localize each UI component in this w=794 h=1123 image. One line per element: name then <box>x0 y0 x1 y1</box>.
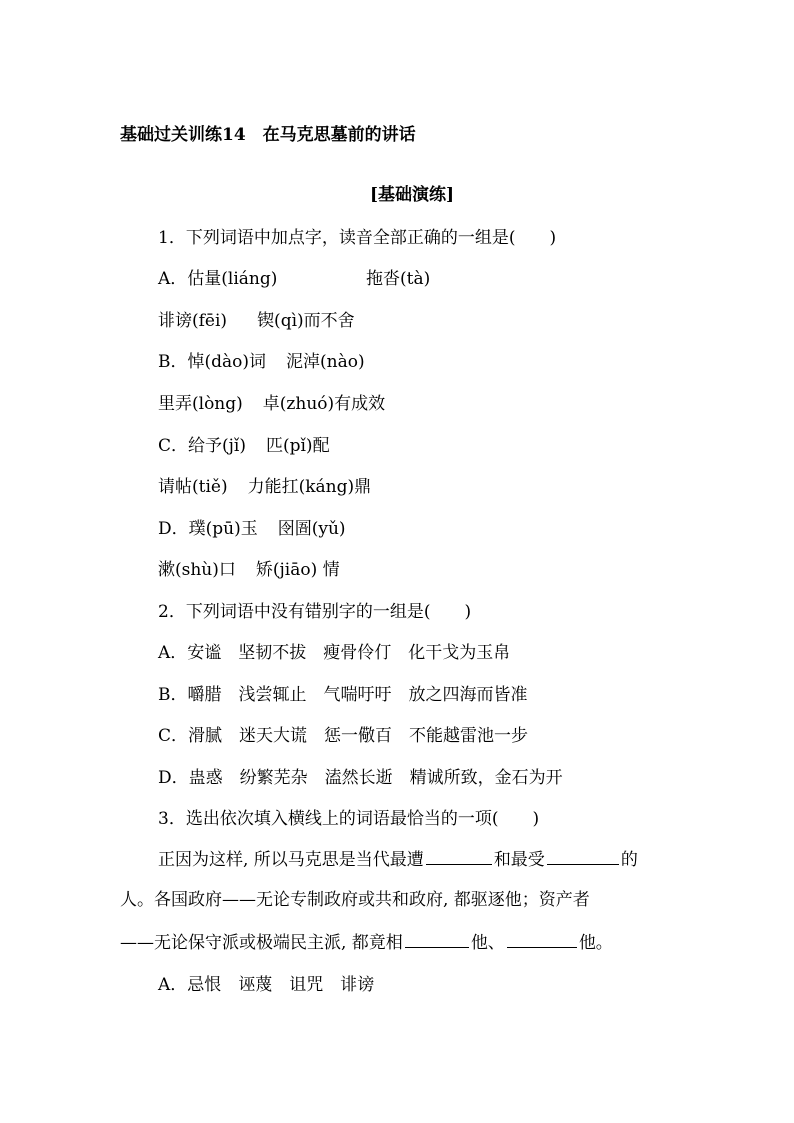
passage-text: 正因为这样, 所以马克思是当代最遭 <box>158 850 424 870</box>
passage-text: ——无论保守派或极端民主派, 都竟相 <box>120 933 403 953</box>
question-1-option-a-line1 <box>158 268 277 290</box>
question-1-stem: 1．下列词语中加点字，读音全部正确的一组是( ) <box>158 228 557 248</box>
question-1-option-b-line2 <box>158 393 385 415</box>
question-3-passage-line1 <box>158 848 638 871</box>
passage-text: 他。 <box>578 933 613 953</box>
option-text: D．璞(pū)玉 <box>158 519 258 539</box>
question-2-option-b: B．嚼腊 浅尝辄止 气喘吁吁 放之四海而皆准 <box>158 685 528 705</box>
section-heading: [基础演练] <box>370 185 455 205</box>
option-text: 泥淖(nào) <box>286 352 365 372</box>
option-text: 里弄(lòng) <box>158 394 243 414</box>
option-text: 匹(pǐ)配 <box>265 436 330 456</box>
passage-text: 他、 <box>470 933 505 953</box>
question-2-stem: 2．下列词语中没有错别字的一组是( ) <box>158 602 472 622</box>
option-text: B．悼(dào)词 <box>158 352 267 372</box>
option-text: A．估量(liáng) <box>158 269 278 289</box>
question-3-option-a: A．忌恨 诬蔑 诅咒 诽谤 <box>158 975 375 995</box>
question-1-option-a-line2 <box>158 310 355 332</box>
question-2-option-a: A．安谧 坚韧不拔 瘦骨伶仃 化干戈为玉帛 <box>158 643 511 663</box>
fill-blank <box>426 848 492 865</box>
option-text: C．给予(jǐ) <box>158 436 246 456</box>
option-text: 矫(jiāo) 情 <box>255 560 340 580</box>
question-3-passage-line3 <box>120 931 613 954</box>
page-title: 基础过关训练14 在马克思墓前的讲话 <box>120 125 416 145</box>
option-text: 卓(zhuó)有成效 <box>262 394 386 414</box>
option-text: 诽谤(fēi) <box>158 311 228 331</box>
option-text: 请帖(tiě) <box>158 477 228 497</box>
option-text: 力能扛(káng)鼎 <box>247 477 372 497</box>
question-3-stem: 3．选出依次填入横线上的词语最恰当的一项( ) <box>158 809 540 829</box>
question-1-option-c-line1 <box>158 435 330 457</box>
question-2-option-c: C．滑腻 迷天大谎 惩一儆百 不能越雷池一步 <box>158 726 529 746</box>
question-1-option-c-line2 <box>158 476 371 498</box>
option-text: 囹圄(yǔ) <box>277 519 346 539</box>
question-2-option-d: D．蛊惑 纷繁芜杂 溘然长逝 精诚所致，金石为开 <box>158 768 563 788</box>
question-1-option-a-word2: 拖沓(tà) <box>366 269 431 289</box>
question-1-option-d-line1 <box>158 518 346 540</box>
question-3-passage-line2: 人。各国政府——无论专制政府或共和政府, 都驱逐他；资产者 <box>120 890 590 910</box>
fill-blank <box>405 931 469 948</box>
option-text: 锲(qì)而不舍 <box>257 311 355 331</box>
fill-blank <box>547 848 619 865</box>
option-text: 漱(shù)口 <box>158 560 236 580</box>
question-1-option-d-line2 <box>158 559 340 581</box>
fill-blank <box>507 931 577 948</box>
question-1-option-b-line1 <box>158 351 365 373</box>
passage-text: 和最受 <box>493 850 545 870</box>
passage-text: 的 <box>620 850 638 870</box>
